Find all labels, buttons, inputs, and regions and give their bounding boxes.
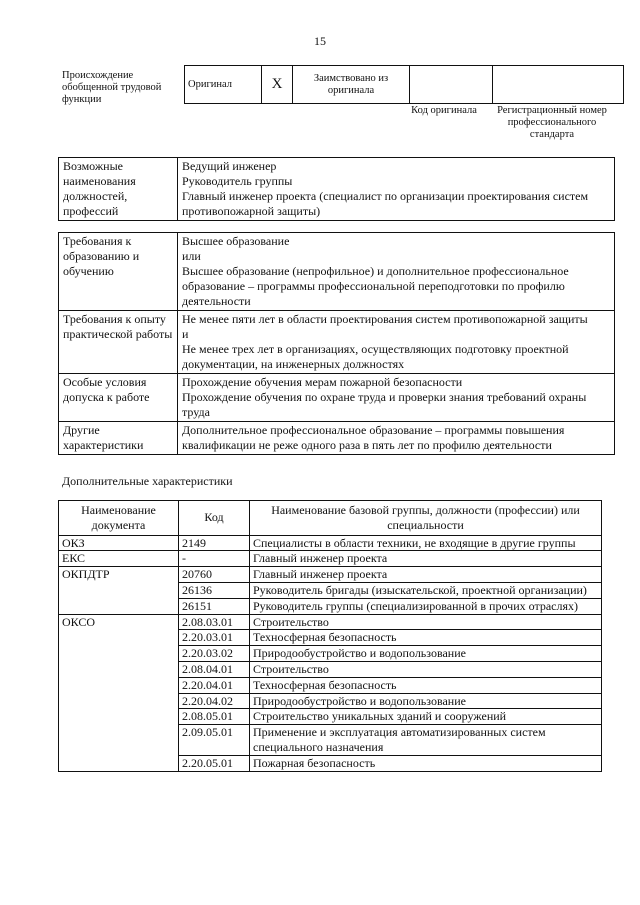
name-cell: Пожарная безопасность — [250, 755, 602, 771]
name-cell: Строительство уникальных зданий и сооружений — [250, 709, 602, 725]
header-name: Наименование базовой группы, должности (профессии) или специальности — [250, 501, 602, 536]
requirements-row — [59, 233, 615, 311]
page-number: 15 — [314, 34, 326, 48]
code-cell: 2.20.03.02 — [179, 646, 250, 662]
requirement-values — [178, 311, 615, 374]
requirement-values — [178, 233, 615, 311]
positions-values — [178, 158, 615, 221]
code-cell: - — [179, 551, 250, 567]
document-cell: ОКПДТР — [59, 567, 179, 614]
original-code-cell — [410, 66, 493, 104]
document-cell: ОКЗ — [59, 535, 179, 551]
name-cell: Строительство — [250, 661, 602, 677]
header-document: Наименование документа — [59, 501, 179, 536]
requirement-values — [178, 374, 615, 422]
positions-key: Возможные наименования должностей, профессий — [59, 158, 178, 221]
requirements-row — [59, 374, 615, 422]
origin-table — [184, 65, 624, 104]
name-cell: Техносферная безопасность — [250, 677, 602, 693]
requirement-line: или — [182, 249, 201, 263]
requirement-line: Высшее образование — [182, 234, 290, 248]
requirement-line: Не менее трех лет в организациях, осуществляющих подготовку проектной документации, на инженерных должностях — [182, 342, 569, 371]
table-row — [59, 614, 602, 630]
code-cell: 2.20.03.01 — [179, 630, 250, 646]
code-cell: 2149 — [179, 535, 250, 551]
positions-table — [58, 157, 615, 221]
name-cell: Техносферная безопасность — [250, 630, 602, 646]
requirement-line: Дополнительное профессиональное образование – программы повышения квалификации не реже одного раза в пять лет по профилю деятельности — [182, 423, 565, 452]
requirement-key: Особые условия допуска к работе — [59, 374, 178, 422]
position-line: Руководитель группы — [182, 174, 293, 188]
code-cell: 26136 — [179, 582, 250, 598]
additional-table — [58, 500, 602, 772]
requirement-key: Требования к опыту практической работы — [59, 311, 178, 374]
original-code-caption: Код оригинала — [411, 105, 477, 116]
table-row — [59, 535, 602, 551]
requirement-key: Требования к образованию и обучению — [59, 233, 178, 311]
reg-number-cell — [493, 66, 624, 104]
additional-body — [59, 535, 602, 771]
name-cell: Строительство — [250, 614, 602, 630]
reg-number-caption: Регистрационный номер профессионального стандарта — [497, 105, 607, 140]
requirements-row — [59, 311, 615, 374]
table-row — [59, 567, 602, 583]
requirement-line: Высшее образование (непрофильное) и дополнительное профессиональное образование – программы профессиональной переподготовки по профилю деятельности — [182, 264, 569, 308]
requirements-table — [58, 232, 615, 455]
requirement-line: Не менее пяти лет в области проектирования систем противопожарной защиты — [182, 312, 588, 326]
requirement-line: Прохождение обучения по охране труда и проверки знания требований охраны труда — [182, 390, 587, 419]
document-cell: ОКСО — [59, 614, 179, 771]
requirements-row — [59, 422, 615, 455]
code-cell: 2.08.04.01 — [179, 661, 250, 677]
requirement-line: и — [182, 327, 189, 341]
additional-title: Дополнительные характеристики — [62, 474, 233, 488]
position-line: Ведущий инженер — [182, 159, 277, 173]
code-cell: 20760 — [179, 567, 250, 583]
name-cell: Руководитель бригады (изыскательской, проектной организации) — [250, 582, 602, 598]
name-cell: Природообустройство и водопользование — [250, 646, 602, 662]
name-cell: Специалисты в области техники, не входящие в другие группы — [250, 535, 602, 551]
name-cell: Главный инженер проекта — [250, 567, 602, 583]
code-cell: 2.20.04.02 — [179, 693, 250, 709]
code-cell: 2.08.03.01 — [179, 614, 250, 630]
table-row — [59, 551, 602, 567]
requirement-values — [178, 422, 615, 455]
requirement-key: Другие характеристики — [59, 422, 178, 455]
requirement-line: Прохождение обучения мерам пожарной безопасности — [182, 375, 463, 389]
original-cell: Оригинал — [185, 66, 262, 104]
code-cell: 2.20.04.01 — [179, 677, 250, 693]
position-line: Главный инженер проекта (специалист по организации проектирования систем противопожарной защиты) — [182, 189, 589, 218]
name-cell: Природообустройство и водопользование — [250, 693, 602, 709]
code-cell: 2.09.05.01 — [179, 725, 250, 756]
name-cell: Применение и эксплуатация автоматизированных систем специального назначения — [250, 725, 602, 756]
code-cell: 2.20.05.01 — [179, 755, 250, 771]
code-cell: 26151 — [179, 598, 250, 614]
name-cell: Руководитель группы (специализированной в прочих отраслях) — [250, 598, 602, 614]
document-cell: ЕКС — [59, 551, 179, 567]
name-cell: Главный инженер проекта — [250, 551, 602, 567]
header-code: Код — [179, 501, 250, 536]
borrowed-cell: Заимствовано из оригинала — [293, 66, 410, 104]
code-cell: 2.08.05.01 — [179, 709, 250, 725]
origin-label: Происхождение обобщенной трудовой функции — [62, 70, 162, 105]
original-mark: X — [262, 66, 293, 104]
